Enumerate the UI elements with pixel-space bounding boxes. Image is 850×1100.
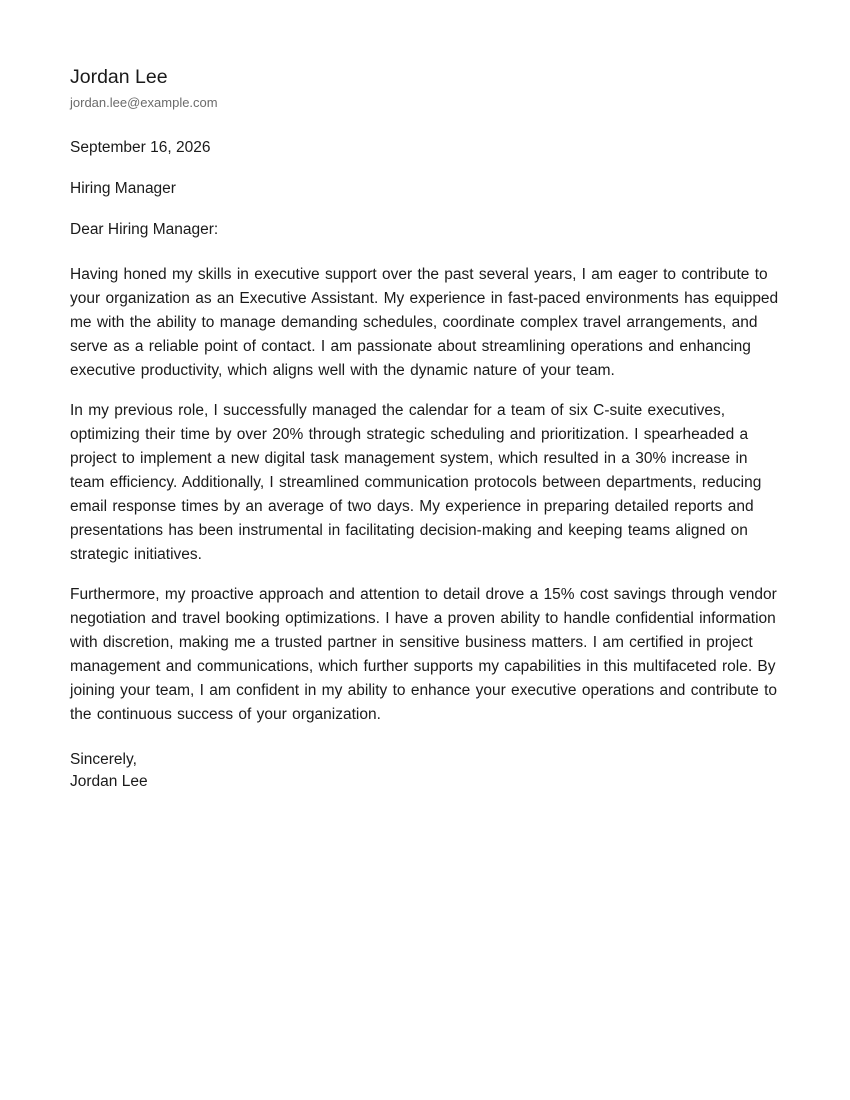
sender-email: jordan.lee@example.com — [70, 95, 218, 110]
letter-date: September 16, 2026 — [70, 139, 211, 156]
letter-body — [70, 263, 782, 727]
valediction: Sincerely, — [70, 751, 137, 768]
recipient: Hiring Manager — [70, 180, 176, 197]
signature: Jordan Lee — [70, 773, 148, 790]
body-paragraph-3: Furthermore, my proactive approach and attention to detail drove a 15% cost savings through vendor negotiation and travel booking optimizations. I have a proven ability to handle confidential information with discretion, making me a trusted partner in sensitive business matters. I am certified in project management and communications, which further supports my capabilities in this multifaceted role. By joining your team, I am confident in my ability to enhance your executive operations and contribute to the continuous success of your organization. — [70, 586, 778, 723]
body-paragraph-1: Having honed my skills in executive support over the past several years, I am eager to contribute to your organization as an Executive Assistant. My experience in fast-paced environments has equipped me with the ability to manage demanding schedules, coordinate complex travel arrangements, and serve as a reliable point of contact. I am passionate about streamlining operations and enhancing executive productivity, which aligns well with the dynamic nature of your team. — [70, 266, 779, 379]
sender-name: Jordan Lee — [70, 66, 168, 88]
salutation: Dear Hiring Manager: — [70, 221, 219, 238]
letter-header — [70, 64, 782, 112]
cover-letter — [70, 64, 782, 793]
letter-closing — [70, 749, 782, 793]
body-paragraph-2: In my previous role, I successfully managed the calendar for a team of six C-suite executives, optimizing their time by over 20% through strategic scheduling and prioritization. I spearheaded a project to implement a new digital task management system, which resulted in a 30% increase in team efficiency. Additionally, I streamlined communication protocols between departments, reducing email response times by an average of two days. My experience in preparing detailed reports and presentations has been instrumental in facilitating decision-making and keeping teams aligned on strategic initiatives. — [70, 402, 762, 563]
